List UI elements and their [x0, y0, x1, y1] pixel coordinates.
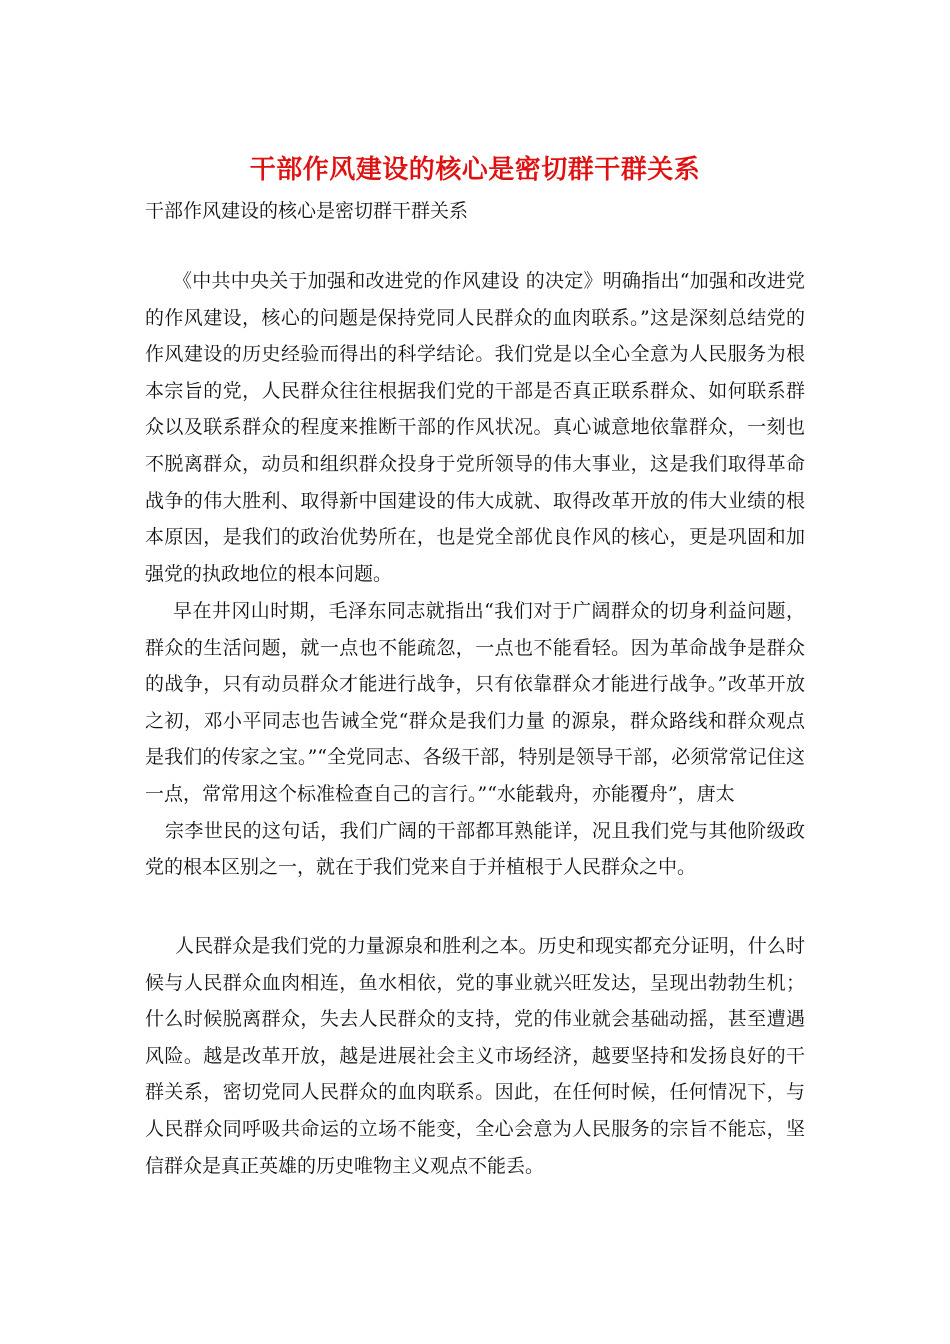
- document-subtitle: 干部作风建设的核心是密切群干群关系: [145, 200, 469, 222]
- paragraph-2-continuation: 宗李世民的这句话，我们广阔的干部都耳熟能详，况且我们党与其他阶级政党的根本区别之一，就在于我们党来自于并植根于人民群众之中。: [145, 819, 805, 879]
- paragraph-2-text: 早在井冈山时期，毛泽东同志就指出“我们对于广阔群众的切身利益问题，群众的生活问题，就一点也不能疏忽，一点也不能看轻。因为革命战争是群众的战争，只有动员群众才能进行战争，只有依靠群众才能进行战争。”改革开放之初，邓小平同志也告诫全党“群众是我们力量 的源泉，群众路线和群众观点是我们的传家之宝。”“全党同志、各级干部，特别是领导干部，必须常常记住这一点，常常用这个标准检查自己的言行。”“水能载舟，亦能覆舟”，唐太: [145, 600, 805, 805]
- paragraph-3: 人民群众是我们党的力量源泉和胜利之本。历史和现实都充分证明，什么时候与人民群众血肉相连，鱼水相依，党的事业就兴旺发达，呈现出勃勃生机；什么时候脱离群众，失去人民群众的支持，党的伟业就会基础动摇，甚至遭遇风险。越是改革开放，越是进展社会主义市场经济，越要坚持和发扬良好的干群关系，密切党同人民群众的血肉联系。因此，在任何时候，任何情况下，与人民群众同呼吸共命运的立场不能变，全心会意为人民服务的宗旨不能忘，坚信群众是真正英雄的历史唯物主义观点不能丢。: [145, 935, 805, 1177]
- document-title: 干部作风建设的核心是密切群干群关系: [249, 155, 701, 185]
- paragraph-2: [145, 593, 805, 886]
- paragraph-1: 《中共中央关于加强和改进党的作风建设 的决定》明确指出“加强和改进党的作风建设，核心的问题是保持党同人民群众的血肉联系。”这是深刻总结党的作风建设的历史经验而得出的科学结论。我们党是以全心全意为人民服务为根本宗旨的党，人民群众往往根据我们党的干部是否真正联系群众、如何联系群众以及联系群众的程度来推断干部的作风状况。真心诚意地依靠群众，一刻也不脱离群众，动员和组织群众投身于党所领导的伟大事业，这是我们取得革命战争的伟大胜利、取得新中国建设的伟大成就、取得改革开放的伟大业绩的根本原因，是我们的政治优势所在，也是党全部优良作风的核心，更是巩固和加强党的执政地位的根本问题。: [145, 270, 805, 585]
